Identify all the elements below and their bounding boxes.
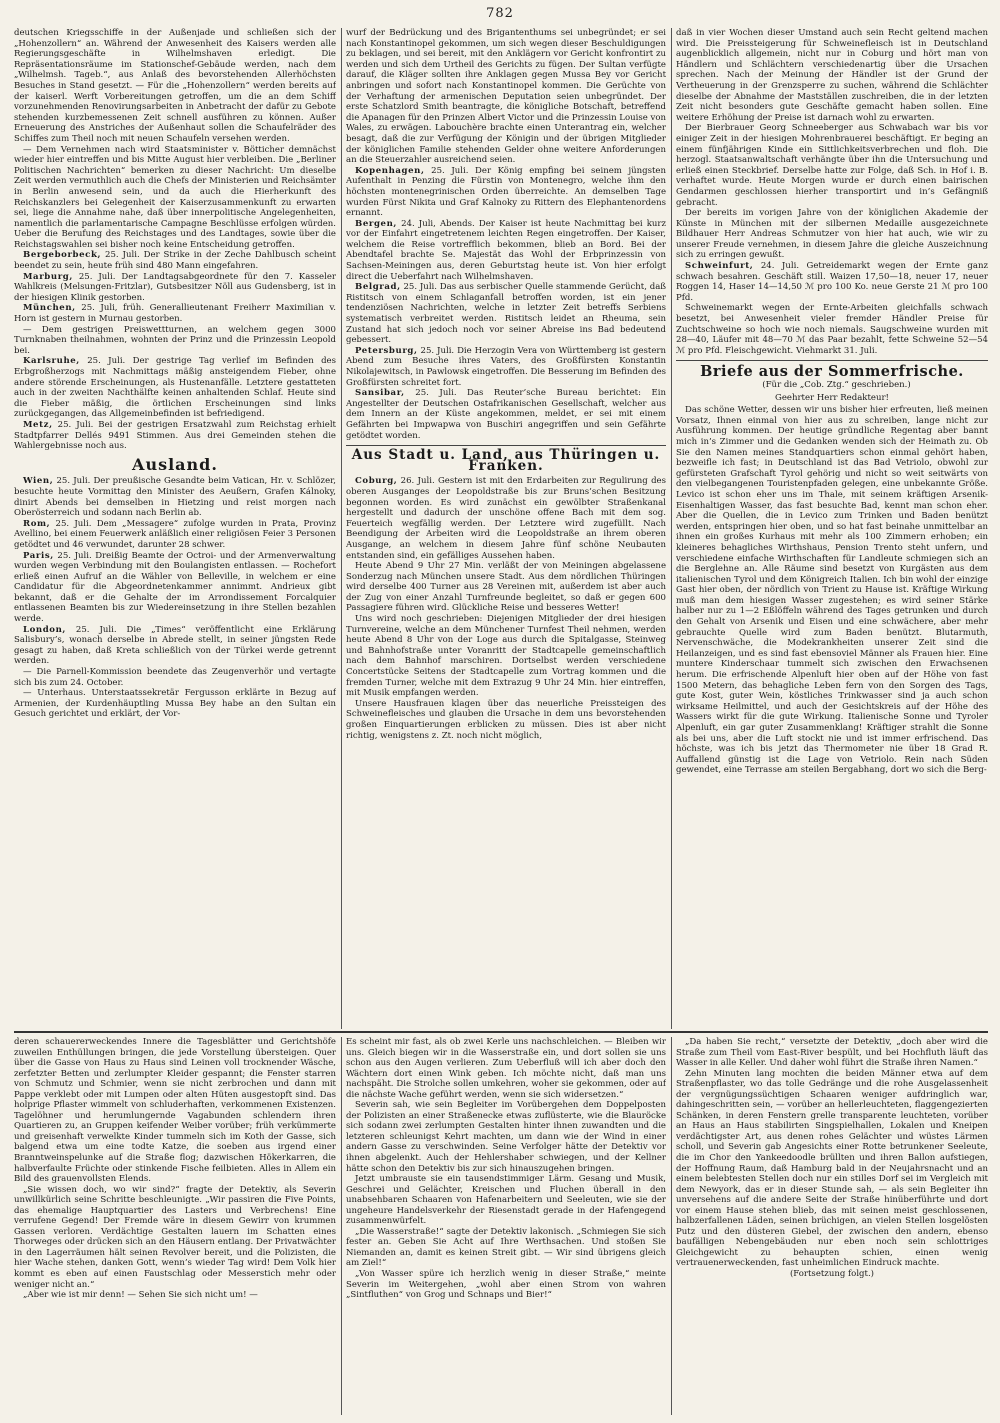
dateline-text: 25. Juli. Das Reuter’sche Bureau berichtet: Ein Angestellter der Deutschen Ostafrikanischen Gesellschaft, welcher aus dem Innern an der Küste angekommen, meldet, er sei mit einem Gefährten bei Impwapwa von Buschiri angegriffen und sein Gefährte getödtet worden. [346,388,666,441]
feuilleton-section [14,1037,988,1417]
page-number: 782 [486,6,514,21]
paragraph: deutschen Kriegsschiffe in der Außenjade und schließen sich der „Hohenzollern“ an. Während der Anwesenheit des Kaisers werden alle Regierungsgeschäfte in Wilhelmshaven erledigt. Die Repräsentationsräume im Stationschef-Gebäude werden, nach dem „Wilhelmsh. Tageb.“, aus Anlaß des bevorstehenden Allerhöchsten Besuches in Stand gesetzt. — Für die „Hohenzollern“ werden bereits auf der kaiserl. Werft Vorbereitungen getroffen, um die an dem Schiff vorzunehmenden Renovirungsarbeiten in Anbetracht der dafür zu Gebote stehenden kurzbemessenen Zeit schnell ausführen zu können. Außer Erneuerung des Anstriches der Außenhaut sollen die Schaufelräder des Schiffes zum Theil noch mit neuen Schaufeln versehen werden. [14,28,336,144]
paragraph: — Unterhaus. Unterstaatssekretär Fergusson erklärte in Bezug auf Armenien, der Kurdenhäuptling Mussa Bey habe an den Sultan ein Gesuch gerichtet und erklärt, der Vor- [14,688,336,720]
dateline: Petersburg, [355,345,418,356]
section-heading-aus-stadt: Aus Stadt u. Land, aus Thüringen u. Franken. [351,447,661,474]
column-divider [671,1037,672,1415]
paragraph: Zehn Minuten lang mochten die beiden Männer etwa auf dem Straßenpflaster, wo das tolle Gedränge und die rohe Ausgelassenheit der vergnügungssüchtigen Schaaren weniger aufdringlich war, dahingeschritten sein, — vorüber an hellerleuchteten, flaggengezierten Schänken, in deren Fenstern grelle transparente leuchteten, vorüber an Haus an Haus stabilirten Singspielhallen, Lokalen und Kneipen verdächtigster Art, aus denen rohes Gelächter und wüstes Lärmen scholl, und Severin gab Angesichts einer Rotte betrunkener Seeleute, die im Chor den Yankeedoodle brüllten und ihren Ballon aufstiegen, der Hoffnung Raum, daß Hamburg bald in der Neujahrsnacht und an einem belebtesten Stellen doch nur ein stilles Dorf sei im Vergleich mit dem Newyork, das er in dieser Stunde sah, — als sein Begleiter ihn unversehens auf die andere Seite der Straße hinüberführte und dort vor einem Hause stehen blieb, das mit seinen meist geschlossenen, halbzerfallenen Läden, seinen brüchigen, an vielen Stellen losgelösten Putz und den düsteren Giebel, der zwischen den andern, ebenso baufälligen Nebengebäuden nur eben noch sein schlottriges Gleichgewicht zu behaupten schien, einen wenig vertrauenerweckenden, fast unheimlichen Eindruck machte. [676,1068,988,1269]
dateline-text: 25. Juli. Dreißig Beamte der Octroi- und der Armenverwaltung wurden wegen Verbindung mit den Boulangisten entlassen. — Rochefort erließ einen Aufruf an die Wähler von Belleville, in welchem er eine Candidatur für die Abgeordnetenkammer annimmt. Andrieux gibt bekannt, daß er die Gehalte der im Arrondissement Forcalquier entlassenen Beamten bis zur Wiedereinsetzung in ihre Stellen bezahlen werde. [14,550,336,625]
paragraph: wurf der Bedrückung und des Brigantenthums sei unbegründet; er sei nach Konstantinopel gekommen, um sich wegen dieser Beschuldigungen zu beklagen, und sei bereit, mit den Anklägern vor Gericht konfrontirt zu werden und sich dem Urtheil des Gerichts zu fügen. Der Sultan verfügte darauf, die Kläger sollten ihre Anklagen gegen Mussa Bey vor Gericht anbringen und sofort nach Konstantinopel kommen. Die Gerüchte von der Verhaftung der armenischen Deputation seien unbegründet. Der erste Schatzlord Smith beantragte, die königliche Botschaft, betreffend die Apanagen für den Prinzen Albert Victor und die Prinzessin Louise von Wales, zu erwägen. Labouchère brachte einen Unterantrag ein, welcher besagt, daß die zur Verfügung der Königin und der übrigen Mitglieder der königlichen Familie stehenden Gelder ohne weitere Anforderungen an die Steuerzahler ausreichend seien. [346,28,666,166]
article-subtitle: (Für die „Cob. Ztg.“ geschrieben.) [762,380,911,390]
paragraph: — Dem Vernehmen nach wird Staatsminister v. Bötticher demnächst wieder hier eintreffen und bis Mitte August hier verbleiben. Die „Berliner Politischen Nachrichten“ bemerken zu dieser Nachricht: Um dieselbe Zeit werden vermuthlich auch die Chefs der Ministerien und Reichsämter in Berlin anwesend sein, und da auch die Hierherkunft des Reichskanzlers bei Gelegenheit der Kaiserzusammenkunft zu erwarten sei, liege die Annahme nahe, daß über innerpolitische Angelegenheiten, namentlich die parlamentarische Campagne Beschlüsse erfolgen würden. Ueber die Berufung des Reichstages und des Landtages, sowie über die Reichstagswahlen sei bisher noch keine Entscheidung getroffen. [14,144,336,250]
dateline-paragraph [676,261,988,303]
column-divider [341,28,342,1029]
paragraph: Jetzt umbrauste sie ein tausendstimmiger Lärm. Gesang und Musik, Geschrei und Gelächter, Kreischen und Fluchen überall in den unabsehbaren Schaaren von Hafenarbeitern und Seeleuten, wie sie der ungeheure Handelsverkehr der Riesenstadt gerade in der Hafengegend zusammenwürfelt. [346,1174,666,1227]
dateline: Bergeborbeck, [23,250,102,261]
dateline-paragraph [346,476,666,561]
continuation-note: (Fortsetzung folgt.) [789,1269,875,1280]
section-rule [346,445,666,446]
dateline-paragraph [346,388,666,441]
paragraph: „Die Wasserstraße!“ sagte der Detektiv lakonisch. „Schmiegen Sie sich fester an. Geben Sie Acht auf Ihre Werthsachen. Und stoßen Sie Niemanden an, damit es keinen Streit gibt. — Wir sind übrigens gleich am Ziel!“ [346,1226,666,1269]
dateline: Metz, [23,419,53,430]
dateline-text: 25. Juli. Die Herzogin Vera von Württemberg ist gestern Abend zum Besuche ihres Vaters, des Großfürsten Konstantin Nikolajewitsch, in Pawlowsk eingetroffen. Die Besserung im Befinden des Großfürsten schreitet fort. [346,345,666,388]
dateline-text: 24. Juli, Abends. Der Kaiser ist heute Nachmittag bei kurz vor der Einfahrt eingetretenem leichten Regen eingetroffen. Der Kaiser, welchem die Reise vortrefflich bekommen, blieb an Bord. Bei der Abendtafel brachte Se. Majestät das Wohl der Erbprinzessin von Sachsen-Meiningen aus, deren Geburtstag heute ist. Von hier erfolgt direct die Ueberfahrt nach Wilhelmshaven. [346,218,666,282]
column-3 [676,28,988,1029]
paragraph: — Dem gestrigen Preiswettturnen, an welchem gegen 3000 Turnknaben theilnahmen, wohnten der Prinz und die Prinzessin Leopold bei. [14,324,336,356]
feuilleton-column-2 [346,1037,666,1415]
paragraph: Der Bierbrauer Georg Schneeberger aus Schwabach war bis vor einiger Zeit in der hiesigen Mohrenbrauerei beschäftigt. Er beging an einem fünfjährigen Kinde ein Sittlichkeitsverbrechen und floh. Die herzogl. Staatsanwaltschaft verhängte über ihn die Untersuchung und erließ einen Steckbrief. Derselbe hatte zur Folge, daß Sch. in Hof i. B. verhaftet wurde. Heute Morgen wurde er durch einen bairischen Gendarmen geschlossen hierher transportirt und in’s Gefängniß gebracht. [676,123,988,208]
paragraph: daß in vier Wochen dieser Umstand auch sein Recht geltend machen wird. Die Preissteigerung für Schweinefleisch ist in Deutschland augenblicklich allgemein, nicht nur in Coburg und hört man von Händlern und Schlächtern verschiedenartig über die Ursachen sprechen. Nach der Meinung der Händler ist der Grund der Vertheuerung in der Grenzsperre zu suchen, während die Schlächter dieselbe der Abnahme der Mastställen zuschreiben, die in der letzten Zeit nicht besonders gute Geschäfte gemacht haben sollen. Eine weitere Erhöhung der Preise ist darnach wohl zu erwarten. [676,28,988,123]
column-divider [671,28,672,1029]
dateline-text: 25. Juli. Das aus serbischer Quelle stammende Gerücht, daß Ristitsch von einem Schlaganfall betroffen worden, ist ein jener tendenziösen Nachrichten, welche in letzter Zeit betreffs Serbiens systematisch verbreitet werden. Ristitsch leidet an Rheuma, sein Zustand hat sich jedoch noch vor seiner Abreise ins Bad bedeutend gebessert. [346,282,666,346]
dateline-text: 25. Juli. Der preußische Gesandte beim Vatican, Hr. v. Schlözer, besuchte heute Vormittag den Minister des Aeußern, Grafen Kálnoky, dinirt Abends bei demselben in Hietzing und reist morgen nach Oberösterreich und sodann nach Berlin ab. [14,476,336,519]
dateline-paragraph [14,303,336,324]
dateline-paragraph [346,346,666,388]
dateline-text: 25. Juli. Der König empfing bei seinem jüngsten Aufenthalt in Penzing die Fürstin von Montenegro, welche ihm den höchsten montenegrinischen Orden überreichte. An demselben Tage wurden Fürst Nikita und Graf Kalnoky zu Rittern des Elephantenordens ernannt. [346,165,666,219]
paragraph: Der bereits im vorigen Jahre von der königlichen Akademie der Künste in München mit der silbernen Medaille ausgezeichnete Bildhauer Herr Andreas Schmutzer von hier hat auch, wie wir zu unserer Freude vernehmen, in diesem Jahre die gleiche Auszeichnung sich zu erringen gewußt. [676,208,988,261]
feuilleton-divider [14,1031,988,1033]
dateline: Coburg, [355,476,398,487]
salutation: Geehrter Herr Redakteur! [775,392,889,403]
column-1 [14,28,336,1029]
column-divider [341,1037,342,1415]
dateline-paragraph [14,476,336,518]
paragraph: Unsere Hausfrauen klagen über das neuerliche Preissteigen des Schweinefleisches und glauben die Ursache in dem uns bevorstehenden großen Einquartierungen erblicken zu müssen. Dies ist aber nicht richtig, wenigstens z. Zt. noch nicht möglich, [346,698,666,741]
news-section [14,28,988,1029]
paragraph: „Von Wasser spüre ich herzlich wenig in dieser Straße,“ meinte Severin im Weitergehen, „wohl aber einen Strom von wahren „Sintfluthen“ von Grog und Schnaps und Bier!“ [346,1269,666,1301]
dateline-text: 25. Juli. Der gestrige Tag verlief im Befinden des Erbgroßherzogs mit Nachmittags mäßig ansteigendem Fieber, ohne andere störende Erscheinungen, als Hustenanfälle. Letztere gestatteten auch in der zweiten Nachthälfte keinen anhaltenden Schlaf. Heute sind die Fieber mäßig, die örtlichen Erscheinungen sind links zurückgegangen, das Allgemeinbefinden ist befriedigend. [14,356,336,420]
dateline: Paris, [23,550,54,561]
paragraph: „Aber wie ist mir denn! — Sehen Sie sich nicht um! — [23,1290,258,1301]
dateline-paragraph [14,420,336,452]
paragraph: — Die Parnell-Kommission beendete das Zeugenverhör und vertagte sich bis zum 24. October. [14,667,336,688]
paragraph: Heute Abend 9 Uhr 27 Min. verläßt der von Meiningen abgelassene Sonderzug nach München unsere Stadt. Aus dem nördlichen Thüringen wird derselbe 400 Turner aus 28 Vereinen mit, außerdem ist aber auch der Zug von einer Anzahl Turnfreunde begleitet, so daß er gegen 600 Passagiere führen wird. Glückliche Reise und besseres Wetter! [346,561,666,614]
paragraph: Uns wird noch geschrieben: Diejenigen Mitglieder der drei hiesigen Turnvereine, welche an dem Münchener Turnfest Theil nehmen, werden heute Abend 8 Uhr von der Loge aus durch die Spitalgasse, Steinweg und Bahnhofstraße unter Voranritt der Stadtcapelle gemeinschaftlich nach dem Bahnhof marschiren. Dortselbst werden verschiedene Concertstücke Seitens der Stadtcapelle zum Vortrag kommen und die fremden Turner, welche mit dem Extrazug 9 Uhr 24 Min. hier eintreffen, mit Musik empfangen werden. [346,614,666,699]
dateline-paragraph [14,356,336,420]
dateline-paragraph [14,250,336,271]
paragraph: Severin sah, wie sein Begleiter im Vorübergehen dem Doppelposten der Polizisten an einer Straßenecke etwas zuflüsterte, wie die Blauröcke sich sodann zwei zerlumpten Gestalten hinter ihnen zuwandten und die letzteren schleunigst Kehrt machten, um dann wie der Wind in einer andern Gasse zu verschwinden. Seine Verfolger hätte der Detektiv vor ihnen abgelenkt. Auch der Hehlershaber schwiegen, und der Kellner hätte schon den Detektiv bis zur sich hinauszugehen bringen. [346,1100,666,1174]
dateline: Karlsruhe, [23,356,80,367]
article-title-briefe: Briefe aus der Sommerfrische. [700,363,964,381]
dateline: Bergen, [355,218,397,229]
dateline: Marburg, [23,271,73,282]
dateline: Belgrad, [355,282,401,293]
dateline-paragraph [346,166,666,219]
dateline-paragraph [14,519,336,551]
dateline-text: 26. Juli. Gestern ist mit den Erdarbeiten zur Regulirung des oberen Ausganges der Leopoldstraße bis zur Bruns’schen Besitzung begonnen worden. Es wird zunächst ein gewölbter Straßenkanal hergestellt und dadurch der unschöne offene Bach mit dem sog. Feuerteich wegfällig werden. Der Letztere wird zugefüllt. Nach Beendigung der Arbeiten wird die Leopoldstraße an ihrem oberen Ausgange, an welchem in diesem Jahre fünf schöne Neubauten entstanden sind, ein gefälliges Aussehen haben. [346,476,666,561]
dateline: München, [23,303,76,314]
paragraph: Das schöne Wetter, dessen wir uns bisher hier erfreuten, ließ meinen Vorsatz, Ihnen einmal von hier aus zu schreiben, lange nicht zur Ausführung kommen. Der heutige gründliche Regentag aber bannt mich in’s Zimmer und die Gedanken wenden sich der Heimath zu. Ob Sie den Namen meines Standquartiers schon einmal gehört haben, bezweifle ich fast; in Deutschland ist das Bad Vetriolo, obwohl zur gefürsteten Grafschaft Tyrol gehörig und nicht so weit seitwärts von den vielbegangenen Touristenpfaden gelegen, eine unbekannte Größe. Levico ist schon eher uns im Thale, mit seinem kräftigen Arsenik-Eisenhaltigen Wasser, das fast besuchte Bad, kennt man schon eher. Aber die Quellen, die in Levico zum Trinken und Baden benützt werden, entspringen hier oben, und so hat fast beinahe unmittelbar an ihnen ein großes Kurhaus mit mehr als 100 Zimmern erhoben; ein kleineres behagliches Wirthshaus, Pension Trento steht unfern, und verschiedene einfache Wirthschaften für Landleute schmiegen sich an die Berglehne an. Alle Räume sind besetzt von Kurgästen aus dem italienischen Tyrol und dem Königreich Italien. Ich bin wohl der einzige Gast hier oben, der nördlich von Trient zu Hause ist. Kräftige Wirkung muß man dem hiesigen Wasser zugestehen; es wird seiner Stärke halber nur zu 1—2 Eßlöffeln während des Tages getrunken und durch den Gehalt von Arsenik und Eisen und eine schwächere, aber mehr gebrauchte Quelle wird zum Baden benützt. Blutarmuth, Nervenschwäche, die Modekrankheiten unserer Zeit sind die Heilanzeigen, und es sind fast ebensoviel Männer als Frauen hier. Eine muntere Kinderschaar tummelt sich zwischen den Erwachsenen herum. Die erfrischende Alpenluft hier oben auf der Höhe von fast 1500 Metern, das behagliche Leben fern von den Sorgen des Tags, gute Kost, guter Wein, köstliches Trinkwasser sind ja auch schon wirksame Heilmittel, und auch der Gesichtskreis auf der Höhe des Wassers wirkt für die gute Wirkung. Italienische Sonne und Tyroler Alpenluft, ein gar guter Zusammenklang! Kräftiger strahlt die Sonne als bei uns, aber die Luft stockt nie und ist immer erfrischend. Das höchste, was ich bis jetzt das Thermometer nie über 18 Grad R. Auffallend günstig ist die Lage von Vetriolo. Rein nach Süden gewendet, eine Terrasse am steilen Bergabhang, dort wo sich die Berg- [676,405,988,776]
dateline: Rom, [23,518,51,529]
dateline-text: 25. Juli. Dem „Messagere“ zufolge wurden in Prata, Provinz Avellino, bei einem Feuerwerk anläßlich einer religiösen Feier 3 Personen getödtet und 46 verwundet, darunter 28 schwer. [14,518,336,550]
section-rule [676,360,988,361]
dateline: Wien, [23,476,54,487]
dateline: Kopenhagen, [355,165,425,176]
dateline-paragraph [346,219,666,283]
dateline-text: 25. Juli. Bei der gestrigen Ersatzwahl zum Reichstag erhielt Stadtpfarrer Dellés 9491 Stimmen. Aus drei Gemeinden stehen die Wahlergebnisse noch aus. [14,419,336,452]
paragraph: „Sie wissen doch, wo wir sind?“ fragte der Detektiv, als Severin unwillkürlich seine Schritte beschleunigte. „Wir passiren die Five Points, das ehemalige Hauptquartier des Lasters und Verbrechens! Eine verrufene Gegend! Der Fremde wäre in diesem Gewirr von krummen Gassen verloren. Verdächtige Gestalten lauern im Schatten eines Thorweges oder drücken sich an den Häusern entlang. Der Privatwächter in den Lagerräumen hält seinen Revolver bereit, und die Polizisten, die hier Wache stehen, danken Gott, wenn’s wieder Tag wird! Dem Volk hier kommt es eben auf einen Faustschlag oder Messerstich mehr oder weniger nicht an.“ [14,1184,336,1290]
dateline-paragraph [14,625,336,667]
dateline-paragraph [14,272,336,304]
dateline-text: 24. Juli. Getreidemarkt wegen der Ernte ganz schwach besahren. Geschäft still. Waizen 17,50—18, neuer 17, neuer Roggen 14, Haser 14—14,50 ℳ pro 100 Ko. neue Gerste 21 ℳ pro 100 Pfd. [676,261,988,303]
feuilleton-column-3 [676,1037,988,1415]
dateline-text: 25. Juli, früh. Generallieutenant Freiherr Maximilian v. Horn ist gestern in Murnau gestorben. [14,303,336,325]
dateline-paragraph [14,551,336,625]
dateline-text: 25. Juli. Die „Times“ veröffentlicht eine Erklärung Salisbury’s, wonach derselbe in Abrede stellt, in seiner jüngsten Rede gesagt zu haben, daß Kreta schließlich von der Türkei werde getrennt werden. [14,624,336,667]
feuilleton-column-1 [14,1037,336,1415]
dateline-text: 25. Juli. Der Strike in der Zeche Dahlbusch scheint beendet zu sein, heute früh sind 480 Mann eingefahren. [14,250,336,272]
paragraph: „Da haben Sie recht,“ versetzte der Detektiv, „doch aber wird die Straße zum Theil vom East-River bespült, und bei Hochfluth läuft das Wasser in alle Keller. Und daher wohl führt die Straße ihren Namen.“ [676,1037,988,1069]
dateline: Schweinfurt, [685,261,754,272]
section-heading-ausland: Ausland. [132,454,218,474]
paragraph: Schweinemarkt wegen der Ernte-Arbeiten gleichfalls schwach besetzt, bei Anwesenheit vieler fremder Händler Preise für Zuchtschweine so hoch wie noch niemals. Saugschweine wurden mit 28—40, Läufer mit 48—70 ℳ das Paar bezahlt, fette Schweine 52—54 ℳ pro Pfd. Fleischgewicht. Viehmarkt 31. Juli. [676,303,988,356]
dateline-text: 25. Juli. Der Landtagsabgeordnete für den 7. Kasseler Wahlkreis (Melsungen-Fritzlar), Gutsbesitzer Nöll aus Gudensberg, ist in der hiesigen Klinik gestorben. [14,271,336,303]
paragraph: Es scheint mir fast, als ob zwei Kerle uns nachschleichen. — Bleiben wir uns. Gleich biegen wir in die Wasserstraße ein, und dort sollen sie uns schon aus den Augen verlieren. Zum Ueberfluß will ich aber doch den Wächtern dort einen Wink geben. Ich möchte nicht, daß man uns nachspäht. Die Strolche sollen umkehren, woher sie gekommen, oder auf die nächste Wache geführt werden, wenn sie sich widersetzen.“ [346,1037,666,1100]
dateline-paragraph [346,282,666,346]
dateline: London, [23,624,66,635]
dateline: Sansibar, [355,388,405,399]
paragraph: deren schauererweckendes Innere die Tagesblätter und Gerichtshöfe zuweilen Enthüllungen bringen, die jede Vorstellung übersteigen. Quer über die Gasse von Haus zu Haus sind Leinen voll trocknender Wäsche, zerfetzter Betten und zerlumpter Kleider gespannt; die Fenster starren von Schmutz und Schmier, wenn sie nicht zerbrochen und dann mit Pappe verklebt oder mit Lumpen oder alten Hüten ausgestopft sind. Das holprige Pflaster wimmelt von schluderhaften, verkommenen Existenzen. Tagelöhner und herumlungernde Vagabunden schlendern ihren Quartieren zu, an Gruppen keifender Weiber vorüber; früh verkümmerte und greisenhaft verwelkte Kinder tummeln sich im Koth der Gasse, sich balgend etwa um eine todte Katze, die soeben aus irgend einer Branntweinspelunke auf die Straße flog; dazwischen Hökerkarren, die halbverfaulte Früchte oder stinkende Fische feilbieten. Alles in Allem ein Bild des grauenvollsten Elends. [14,1037,336,1185]
column-2 [346,28,666,1029]
